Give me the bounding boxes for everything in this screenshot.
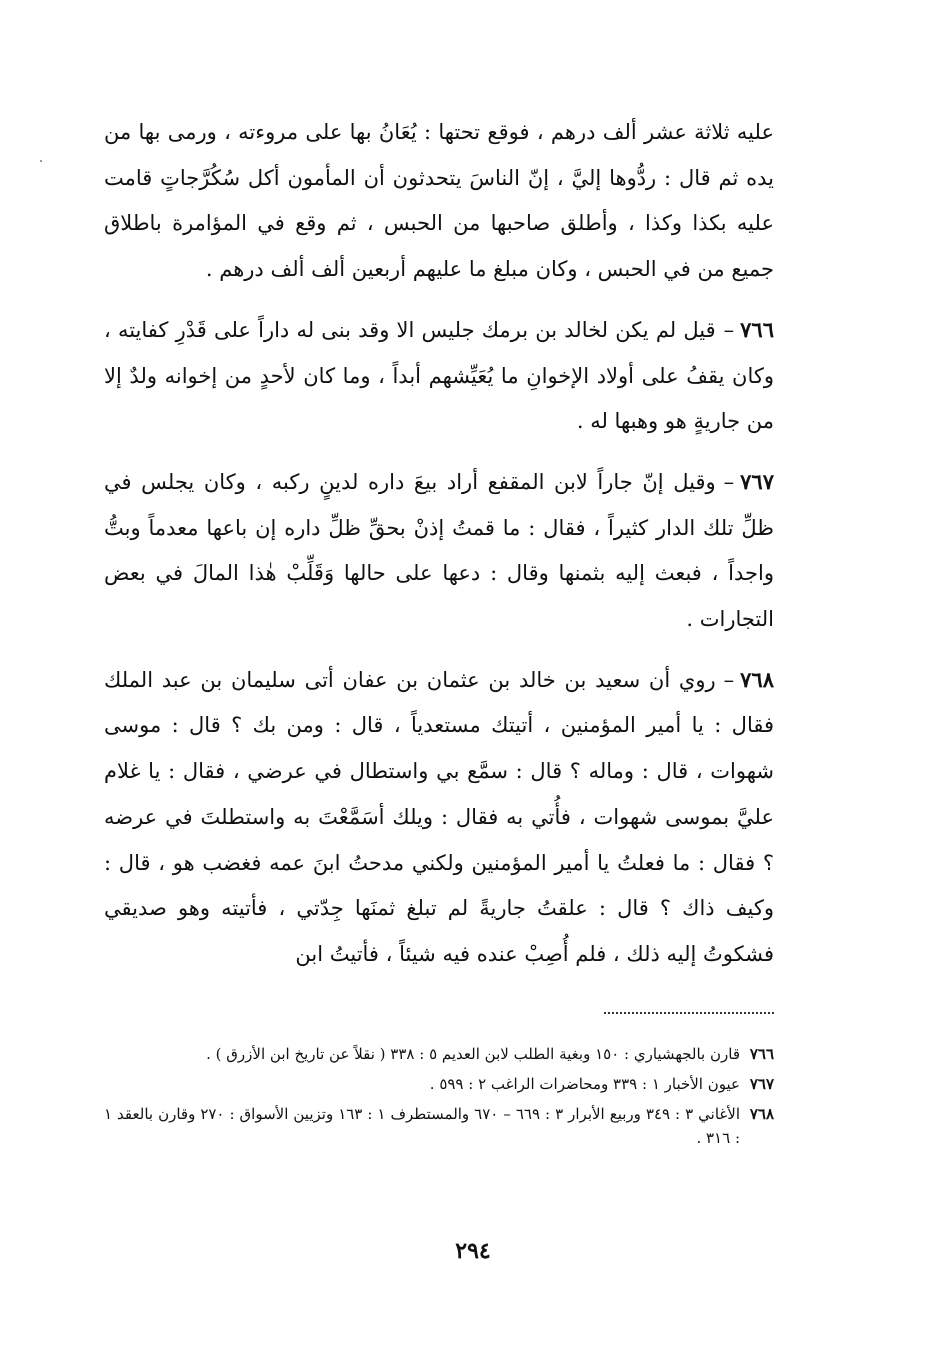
margin-speck	[40, 160, 42, 162]
footnote-text: عيون الأخبار ١ : ٣٣٩ ومحاضرات الراغب ٢ : ٥٩٩ .	[429, 1075, 740, 1093]
paragraph-text: عليه ثلاثة عشر ألف درهم ، فوقع تحتها : يُعَانُ بها على مروءته ، ورمى بها من يده ثم قال : ردُّوها إليَّ ، إنّ الناسَ يتحدثون أن المأمون أكل سُكُرَّجاتٍ قامت عليه بكذا وكذا ، وأطلق صاحبها من الحبس ، ثم وقع في المؤامرة باطلاق جميع من في الحبس ، وكان مبلغ ما عليهم أربعين ألف ألف درهم .	[104, 120, 774, 282]
paragraph-767	[104, 459, 774, 643]
dash-separator: –	[723, 667, 735, 692]
paragraph-number: ٧٦٧	[740, 468, 774, 494]
footnote-number: ٧٦٦	[749, 1045, 774, 1063]
footnote-number: ٧٦٨	[749, 1105, 774, 1123]
paragraph-text: قيل لم يكن لخالد بن برمك جليس الا وقد بنى له داراً على قَدْرِ كفايته ، وكان يقفُ على أولاد الإخوانِ ما يُعَيِّشهم أبداً ، وما كان لأحدٍ من إخوانه ولدٌ إلا من جاريةٍ هو وهبها له .	[104, 317, 774, 434]
footnote-767	[104, 1072, 774, 1096]
paragraph-number: ٧٦٦	[740, 316, 774, 342]
paragraph-768	[104, 657, 774, 978]
footnote-number: ٧٦٧	[749, 1075, 774, 1093]
footnote-768	[104, 1102, 774, 1150]
dash-separator: –	[723, 469, 735, 494]
paragraph-text: وقيل إنّ جاراً لابن المقفع أراد بيعَ داره لدينٍ ركبه ، وكان يجلس في ظلِّ تلك الدار كثيراً ، فقال : ما قمتُ إذنْ بحقِّ ظلِّ داره إن باعها معدماً وبتُّ واجداً ، فبعث إليه بثمنها وقال : دعها على حالها وَقَلِّبْ هٰذا المالَ في بعض التجارات .	[104, 469, 774, 632]
footnote-text: قارن بالجهشياري : ١٥٠ وبغية الطلب لابن العديم ٥ : ٣٣٨ ( نقلاً عن تاريخ ابن الأزرق ) .	[206, 1045, 740, 1063]
footnote-separator	[604, 1012, 774, 1014]
footnote-766	[104, 1042, 774, 1066]
paragraph-continuation	[104, 110, 774, 293]
footnotes	[104, 1042, 774, 1156]
paragraph-766	[104, 307, 774, 445]
dash-separator: –	[723, 317, 735, 342]
main-text	[104, 110, 774, 992]
paragraph-text: روي أن سعيد بن خالد بن عثمان بن عفان أتى سليمان بن عبد الملك فقال : يا أمير المؤمنين ، أتيتك مستعدياً ، قال : ومن بك ؟ قال : موسى شهوات ، قال : وماله ؟ قال : سمَّع بي واستطال في عرضي ، فقال : يا غلام عليَّ بموسى شهوات ، فأُتي به فقال : ويلك أسَمَّعْتَ به واستطلتَ في عرضه ؟ فقال : ما فعلتُ يا أمير المؤمنين ولكني مدحتُ ابنَ عمه فغضب هو ، قال : وكيف ذاك ؟ قال : علقتُ جاريةً لم تبلغ ثمنَها جِدّتي ، فأتيته وهو صديقي فشكوتُ إليه ذلك ، فلم أُصِبْ عنده فيه شيئاً ، فأتيتُ ابن	[104, 667, 774, 966]
paragraph-number: ٧٦٨	[740, 666, 774, 692]
footnote-text: الأغاني ٣ : ٣٤٩ وربيع الأبرار ٣ : ٦٦٩ – ٦٧٠ والمستطرف ١ : ١٦٣ وتزيين الأسواق : ٢٧٠ وقارن بالعقد ١ : ٣١٦ .	[104, 1105, 740, 1147]
page-number: ٢٩٤	[455, 1238, 491, 1264]
